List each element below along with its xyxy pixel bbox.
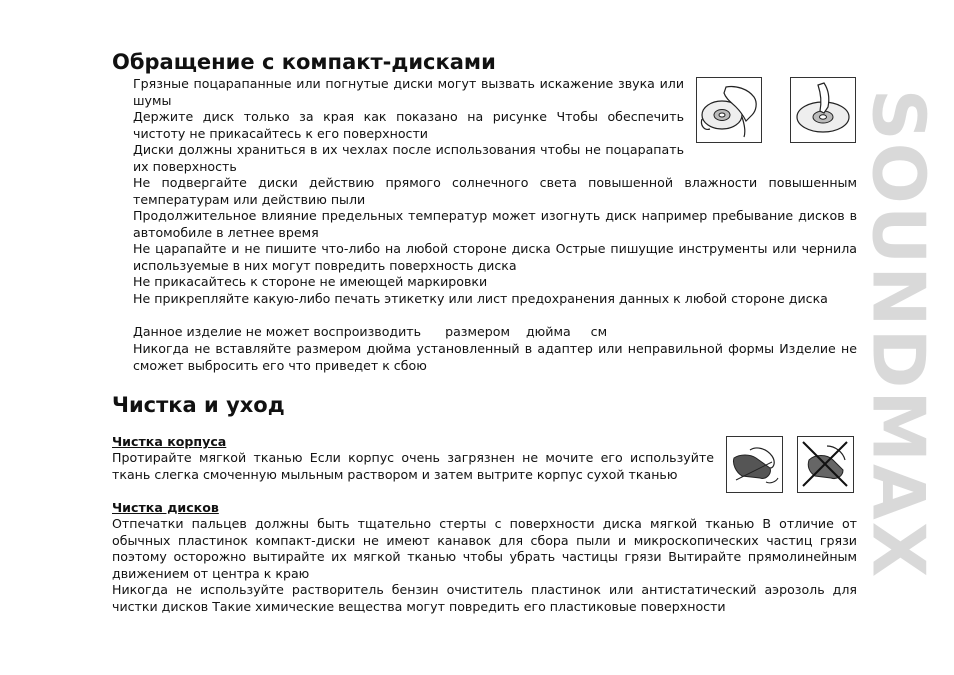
list-item: Держите диск только за края как показано на рисунке Чтобы обеспечить чистоту не прикасайтесь к его поверхности bbox=[133, 109, 684, 141]
wiping-cloth-icon bbox=[726, 436, 783, 493]
list-item: Продолжительное влияние предельных температур может изогнуть диск например пребывание дисков в автомобиле в летнее время bbox=[133, 208, 857, 240]
soundmax-brand-logo bbox=[856, 44, 941, 624]
list-item: Не прикасайтесь к стороне не имеющей маркировки bbox=[133, 274, 488, 289]
list-item: Не подвергайте диски действию прямого солнечного света повышенной влажности повышенным температурам или действию пыли bbox=[133, 175, 857, 207]
subheading-case-cleaning: Чистка корпуса bbox=[112, 434, 227, 449]
finger-on-disc-icon bbox=[790, 77, 856, 143]
paragraph: Отпечатки пальцев должны быть тщательно стерты с поверхности диска мягкой тканью В отличие от обычных пластинок компакт-диски не имеют канавок для сбора пыли и микроскопических частиц грязи поэтому осторожно вытирайте их мягкой тканью чтобы убрать частицы грязи Вытирайте прямолинейным движением от центра к краю bbox=[112, 516, 857, 581]
list-item: Диски должны храниться в их чехлах после использования чтобы не поцарапать их поверхность bbox=[133, 142, 684, 174]
hand-holding-disc-icon bbox=[696, 77, 762, 143]
paragraph: Протирайте мягкой тканью Если корпус очень загрязнен не мочите его используйте ткань слегка смоченную мыльным раствором и затем вытрите корпус сухой тканью bbox=[112, 450, 714, 482]
list-item: Не прикрепляйте какую-либо печать этикетку или лист предохранения данных к любой стороне диска bbox=[133, 291, 828, 306]
list-item: Грязные поцарапанные или погнутые диски могут вызвать искажение звука или шумы bbox=[133, 76, 684, 108]
subheading-disc-cleaning: Чистка дисков bbox=[112, 500, 219, 515]
paragraph: Никогда не используйте растворитель бензин очиститель пластинок или антистатический аэрозоль для чистки дисков Такие химические вещества могут повредить его пластиковые поверхности bbox=[112, 582, 857, 614]
section1-title: Обращение с компакт-дисками bbox=[112, 50, 496, 74]
list-item: Не царапайте и не пишите что-либо на любой стороне диска Острые пишущие инструменты или чернила используемые в них могут повредить поверхность диска bbox=[133, 241, 857, 273]
list-item: Никогда не вставляйте размером дюйма установленный в адаптер или неправильной формы Изделие не сможет выбросить его что приведет к сбою bbox=[133, 341, 857, 373]
section2-title: Чистка и уход bbox=[112, 393, 285, 417]
list-item: Данное изделие не может воспроизводить размером дюйма см bbox=[133, 324, 608, 339]
svg-text:SOUNDMAX: SOUNDMAX bbox=[856, 88, 941, 580]
no-circular-wiping-icon bbox=[797, 436, 854, 493]
